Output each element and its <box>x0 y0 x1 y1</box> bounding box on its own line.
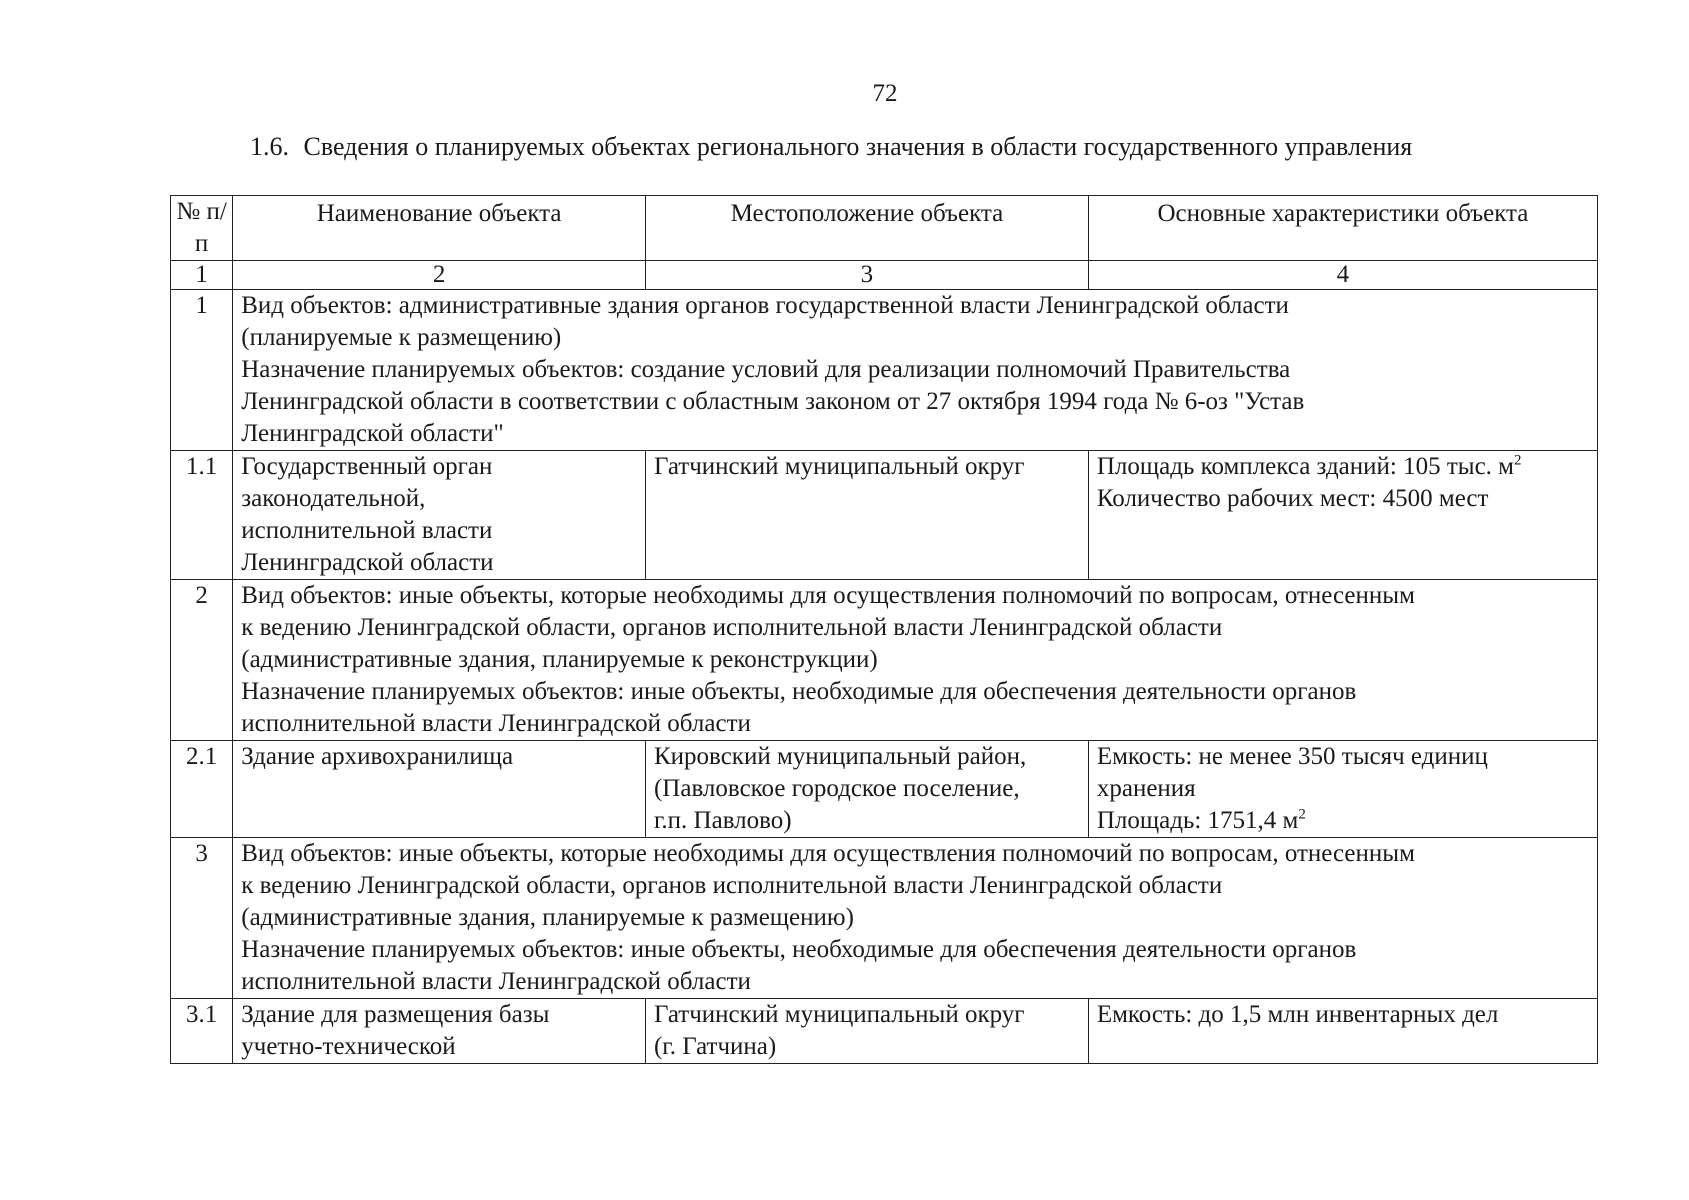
item-location-line: Гатчинский муниципальный округ <box>653 1001 1025 1028</box>
column-number: 2 <box>233 261 646 290</box>
item-name-line: учетно-технической <box>241 1033 456 1060</box>
group-type-line: Вид объектов: административные здания органов государственной власти Ленинградской области <box>241 292 1289 319</box>
item-location-line: (Павловское городское поселение, <box>653 775 1020 802</box>
item-name-line: Государственный орган <box>241 453 493 480</box>
column-number: 4 <box>1088 261 1597 290</box>
item-location <box>645 999 1088 1064</box>
section-heading <box>250 132 1550 162</box>
item-location-line: Кировский муниципальный район, <box>653 743 1027 770</box>
group-purpose-line: Назначение планируемых объектов: создание условий для реализации полномочий Правительства <box>241 356 1291 383</box>
item-characteristics <box>1088 999 1597 1064</box>
section-title: Сведения о планируемых объектах регионального значения в области государственного управления <box>303 132 1413 161</box>
group-description <box>233 580 1598 741</box>
group-type-line: (планируемые к размещению) <box>241 324 562 351</box>
group-description <box>233 290 1598 451</box>
superscript: 2 <box>1298 806 1306 823</box>
section-number: 1.6. <box>250 132 289 161</box>
item-char-line: Количество рабочих мест: 4500 мест <box>1096 485 1489 512</box>
group-type-line: (административные здания, планируемые к размещению) <box>241 904 854 931</box>
group-purpose-line: исполнительной власти Ленинградской области <box>241 968 751 995</box>
page-number: 72 <box>872 80 898 107</box>
group-type-line: к ведению Ленинградской области, органов исполнительной власти Ленинградской области <box>241 872 1223 899</box>
item-char-line: хранения <box>1096 775 1196 802</box>
group-row <box>171 580 1598 741</box>
group-type-line: Вид объектов: иные объекты, которые необходимы для осуществления полномочий по вопросам, отнесенным <box>241 840 1415 867</box>
group-purpose-line: Назначение планируемых объектов: иные объекты, необходимые для обеспечения деятельности органов <box>241 936 1357 963</box>
group-description <box>233 838 1598 999</box>
group-type-line: к ведению Ленинградской области, органов исполнительной власти Ленинградской области <box>241 614 1223 641</box>
group-row <box>171 290 1598 451</box>
group-purpose-line: Назначение планируемых объектов: иные объекты, необходимые для обеспечения деятельности органов <box>241 678 1357 705</box>
objects-table <box>170 195 1598 1064</box>
item-row <box>171 741 1598 838</box>
item-characteristics <box>1088 741 1597 838</box>
group-purpose-line: Ленинградской области" <box>241 420 504 447</box>
item-number: 1.1 <box>171 451 233 580</box>
item-name <box>233 999 646 1064</box>
item-name-line: исполнительной власти <box>241 517 493 544</box>
header-name: Наименование объекта <box>233 196 646 261</box>
item-name-line: Здание архивохранилища <box>241 743 514 770</box>
column-number-row <box>171 261 1598 290</box>
group-type-line: (административные здания, планируемые к реконструкции) <box>241 646 878 673</box>
item-char-line: Площадь: 1751,4 $м^2$ <box>1096 806 1306 834</box>
item-char-line: Емкость: до 1,5 млн инвентарных дел <box>1096 1001 1499 1028</box>
column-number: 1 <box>171 261 233 290</box>
group-number: 3 <box>171 838 233 999</box>
item-location-line: г.п. Павлово) <box>653 807 792 834</box>
header-num: № п/п <box>171 196 233 261</box>
group-purpose-line: исполнительной власти Ленинградской области <box>241 710 751 737</box>
header-location: Местоположение объекта <box>645 196 1088 261</box>
item-row <box>171 451 1598 580</box>
item-number: 3.1 <box>171 999 233 1064</box>
item-name-line: Ленинградской области <box>241 549 494 576</box>
group-number: 1 <box>171 290 233 451</box>
column-number: 3 <box>645 261 1088 290</box>
superscript: 2 <box>1514 452 1522 469</box>
item-location-line: (г. Гатчина) <box>653 1033 777 1060</box>
item-location <box>645 741 1088 838</box>
item-name <box>233 741 646 838</box>
group-type-line: Вид объектов: иные объекты, которые необходимы для осуществления полномочий по вопросам, отнесенным <box>241 582 1415 609</box>
group-purpose-line: Ленинградской области в соответствии с областным законом от 27 октября 1994 года № 6-оз "Устав <box>241 388 1305 415</box>
item-number: 2.1 <box>171 741 233 838</box>
item-char-line: Емкость: не менее 350 тысяч единиц <box>1096 743 1488 770</box>
group-number: 2 <box>171 580 233 741</box>
header-characteristics: Основные характеристики объекта <box>1088 196 1597 261</box>
item-characteristics <box>1088 451 1597 580</box>
group-row <box>171 838 1598 999</box>
item-name-line: Здание для размещения базы <box>241 1001 550 1028</box>
item-name <box>233 451 646 580</box>
item-name-line: законодательной, <box>241 485 426 512</box>
item-char-line: Площадь комплекса зданий: 105 тыс. $м^2$ <box>1096 452 1522 480</box>
item-location <box>645 451 1088 580</box>
header-row <box>171 196 1598 261</box>
item-row <box>171 999 1598 1064</box>
item-location-line: Гатчинский муниципальный округ <box>653 453 1025 480</box>
